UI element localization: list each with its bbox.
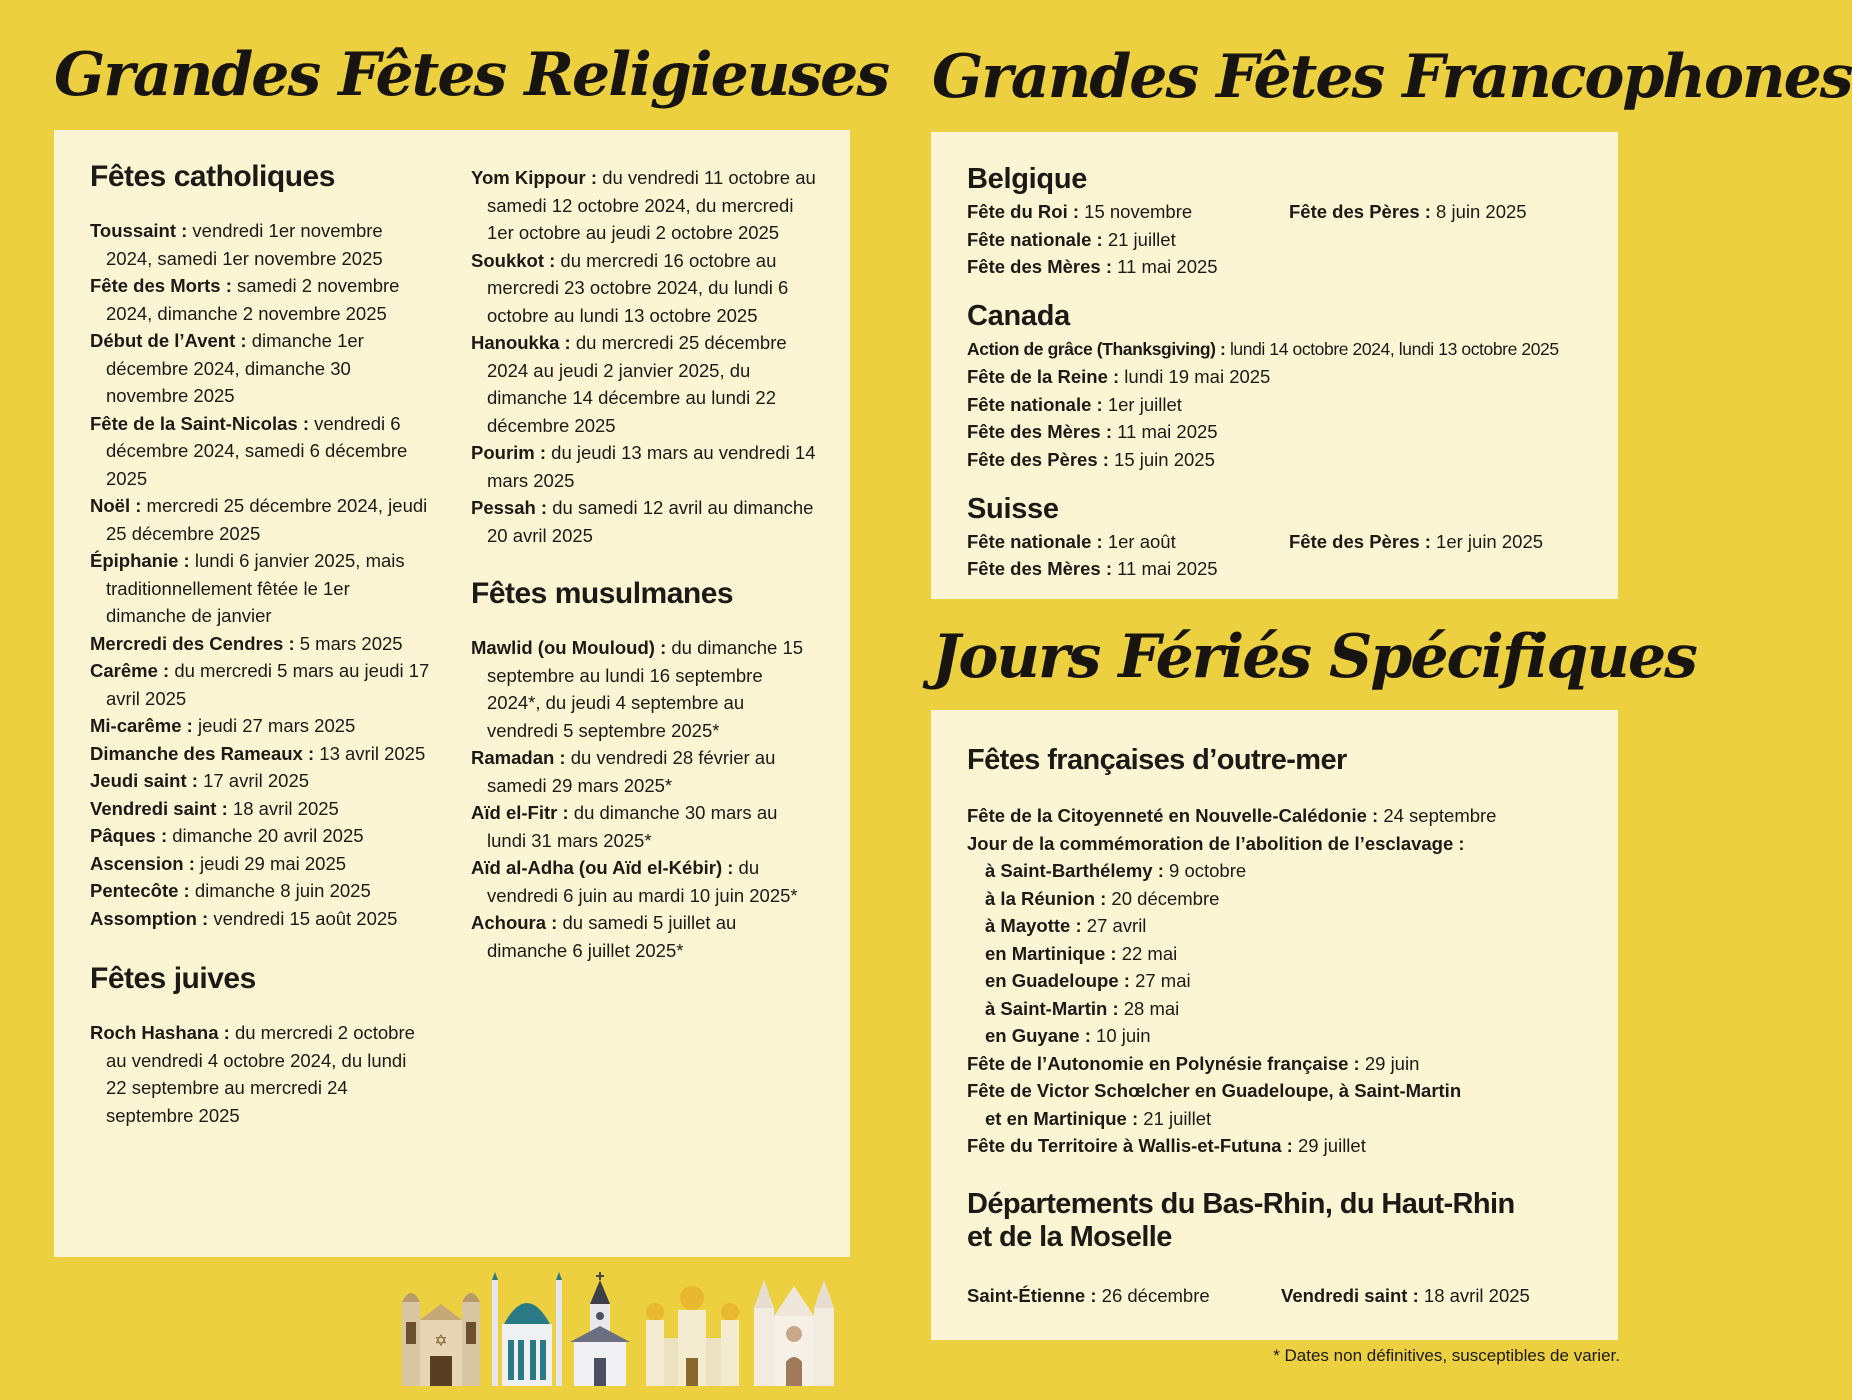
heading-line: et de la Moselle: [967, 1221, 1172, 1253]
holiday-label: Mercredi des Cendres :: [90, 632, 295, 654]
label: Fête des Pères :: [1289, 531, 1431, 552]
holiday-label: en Martinique :: [985, 942, 1117, 964]
heading-line: Départements du Bas-Rhin, du Haut-Rhin: [967, 1188, 1515, 1220]
holiday-dates: jeudi 27 mars 2025: [192, 715, 356, 736]
holiday-entry: [967, 967, 1496, 995]
holiday-dates: du dimanche 30 mars au lundi 31 mars 2025*: [487, 802, 778, 851]
label: Fête nationale :: [967, 531, 1103, 552]
canada-action-de-grace: [967, 336, 1559, 364]
holiday-dates: 17 avril 2025: [197, 770, 310, 791]
holiday-dates: du vendredi 6 juin au mardi 10 juin 2025*: [487, 857, 798, 906]
holiday-dates: dimanche 8 juin 2025: [189, 880, 371, 901]
heading-canada: Canada: [967, 300, 1070, 332]
left-column: [90, 160, 430, 1129]
holiday-label: Fête du Territoire à Wallis-et-Futuna :: [967, 1135, 1293, 1156]
label: Vendredi saint :: [1281, 1285, 1419, 1306]
holiday-dates: du mercredi 2 octobre au vendredi 4 octobre 2024, du lundi 22 septembre au mercredi 24 septembre 2025: [106, 1022, 415, 1126]
holiday-dates: du samedi 12 avril au dimanche 20 avril 2025: [487, 497, 814, 546]
holiday-entry: [90, 877, 430, 905]
holiday-label: Épiphanie :: [90, 550, 190, 571]
holiday-entry: [90, 272, 430, 327]
holiday-entry: [90, 327, 430, 410]
holiday-label: Noël :: [90, 495, 142, 516]
holiday-entry: [967, 912, 1496, 940]
holiday-label: Vendredi saint :: [90, 797, 228, 819]
holiday-entry: [471, 247, 816, 330]
holiday-label: Début de l’Avent :: [90, 330, 247, 351]
holiday-entry: [471, 494, 816, 549]
canada-fete-des-meres: [967, 418, 1218, 446]
holiday-label: Yom Kippour :: [471, 167, 598, 188]
heading-fetes-outre-mer: Fêtes françaises d’outre-mer: [967, 744, 1347, 776]
title-jours-feries-specifiques: Jours Fériés Spécifiques: [932, 622, 1696, 692]
belgique-fete-des-meres: [967, 253, 1218, 281]
heading-fetes-catholiques: Fêtes catholiques: [90, 160, 335, 193]
holiday-dates: 20 décembre: [1106, 887, 1220, 909]
value: 11 mai 2025: [1111, 421, 1218, 442]
holiday-dates: 10 juin: [1090, 1025, 1151, 1046]
religious-buildings-illustration: [400, 1272, 850, 1390]
holiday-label: Aïd al-Adha (ou Aïd el-Kébir) :: [471, 857, 734, 878]
outremer-list: [967, 802, 1496, 1160]
holiday-label: Ramadan :: [471, 747, 566, 768]
saint-etienne: [967, 1282, 1210, 1310]
jewish-list-part2: [471, 164, 816, 549]
value: 1er juin 2025: [1430, 531, 1544, 552]
value: lundi 19 mai 2025: [1119, 366, 1271, 387]
vendredi-saint-alsace: [1281, 1282, 1530, 1310]
belgique-fete-des-peres: [1289, 198, 1527, 226]
holiday-entry: [471, 164, 816, 247]
label: Saint-Étienne :: [967, 1285, 1097, 1306]
title-grandes-fetes-religieuses: Grandes Fêtes Religieuses: [54, 40, 889, 110]
holiday-dates: 27 mai: [1129, 970, 1191, 991]
holiday-label: à Mayotte :: [985, 915, 1082, 936]
canada-fete-de-la-reine: [967, 363, 1270, 391]
label: Fête de la Reine :: [967, 366, 1120, 387]
holiday-label: Fête de Victor Schœlcher en Guadeloupe, à Saint-Martin: [967, 1080, 1462, 1101]
jewish-list-part1: [90, 1019, 430, 1129]
holiday-dates: dimanche 20 avril 2025: [167, 825, 364, 846]
suisse-fete-des-peres: [1289, 528, 1543, 556]
holiday-entry: [967, 995, 1496, 1023]
synagogue-icon: [402, 1293, 480, 1386]
holiday-label: Roch Hashana :: [90, 1022, 230, 1043]
holiday-entry: [967, 857, 1496, 885]
mosque-icon: [492, 1272, 562, 1386]
holiday-entry: [90, 492, 430, 547]
holiday-entry: [90, 850, 430, 878]
holiday-entry: [90, 795, 430, 823]
holiday-label: Fête de la Saint-Nicolas :: [90, 412, 309, 434]
holiday-entry: [967, 802, 1496, 830]
holiday-dates: mercredi 25 décembre 2024, jeudi 25 décembre 2025: [106, 495, 428, 544]
suisse-fete-des-meres: [967, 555, 1218, 583]
canada-fete-des-peres: [967, 446, 1215, 474]
holiday-dates: du mercredi 16 octobre au mercredi 23 octobre 2024, du lundi 6 octobre au lundi 13 octobre 2025: [487, 249, 789, 326]
holiday-label: Pâques :: [90, 825, 168, 846]
holiday-label: Jour de la commémoration de l’abolition de l’esclavage :: [967, 832, 1465, 854]
holiday-label: Fête de l’Autonomie en Polynésie française :: [967, 1052, 1360, 1074]
holiday-label: Pentecôte :: [90, 880, 190, 901]
holiday-entry: [471, 744, 816, 799]
holiday-entry: [90, 712, 430, 740]
label: Fête du Roi :: [967, 201, 1080, 222]
heading-belgique: Belgique: [967, 163, 1088, 195]
holiday-label: Aïd el-Fitr :: [471, 802, 569, 823]
francophone-panel: [931, 132, 1618, 599]
label: Fête nationale :: [967, 394, 1103, 415]
holiday-entry: [90, 410, 430, 493]
holiday-label: Ascension :: [90, 852, 195, 874]
holiday-label: et en Martinique :: [985, 1107, 1139, 1129]
value: 8 juin 2025: [1430, 201, 1527, 222]
jours-feries-panel: [931, 710, 1618, 1340]
footnote: * Dates non définitives, susceptibles de varier.: [1273, 1346, 1620, 1365]
holiday-entry: [90, 767, 430, 795]
religious-panel: [54, 130, 850, 1257]
holiday-label: Hanoukka :: [471, 332, 571, 353]
holiday-label: Pourim :: [471, 442, 547, 463]
holiday-entry: [90, 1019, 430, 1129]
orthodox-church-icon: [646, 1286, 739, 1386]
holiday-label: Mawlid (ou Mouloud) :: [471, 637, 667, 658]
holiday-dates: 18 avril 2025: [227, 797, 339, 819]
holiday-dates: jeudi 29 mai 2025: [194, 852, 347, 874]
holiday-entry: [967, 1077, 1496, 1105]
holiday-label: Pessah :: [471, 497, 548, 518]
holiday-entry: [90, 217, 430, 272]
holiday-entry: [471, 329, 816, 439]
holiday-label: Soukkot :: [471, 249, 556, 271]
label: Action de grâce (Thanksgiving) :: [967, 339, 1226, 359]
holiday-entry: [471, 909, 816, 964]
holiday-entry: [90, 657, 430, 712]
holiday-label: Mi-carême :: [90, 715, 193, 736]
canada-fete-nationale: [967, 391, 1182, 419]
heading-fetes-musulmanes: Fêtes musulmanes: [471, 577, 734, 610]
holiday-dates: vendredi 1er novembre 2024, samedi 1er novembre 2025: [106, 220, 383, 269]
holiday-dates: 27 avril: [1081, 915, 1147, 936]
value: 18 avril 2025: [1418, 1285, 1530, 1306]
holiday-label: Assomption :: [90, 907, 209, 929]
holiday-dates: vendredi 15 août 2025: [208, 907, 398, 929]
right-column: [471, 164, 816, 964]
cathedral-icon: [754, 1280, 834, 1386]
holiday-dates: du mercredi 25 décembre 2024 au jeudi 2 janvier 2025, du dimanche 14 décembre au lundi 22 décembre 2025: [487, 332, 787, 436]
church-icon: [570, 1272, 630, 1386]
holiday-dates: 29 juin: [1359, 1052, 1420, 1074]
label: Fête nationale :: [967, 228, 1103, 250]
holiday-entry: [967, 1050, 1496, 1078]
holiday-label: à Saint-Martin :: [985, 997, 1119, 1019]
suisse-fete-nationale: [967, 528, 1176, 556]
holiday-entry: [90, 630, 430, 658]
holiday-label: à Saint-Barthélemy :: [985, 860, 1164, 881]
heading-suisse: Suisse: [967, 493, 1059, 525]
heading-fetes-juives: Fêtes juives: [90, 962, 256, 995]
label: Fête des Pères :: [1289, 201, 1431, 222]
holiday-dates: du vendredi 28 février au samedi 29 mars 2025*: [487, 747, 776, 796]
holiday-dates: du samedi 5 juillet au dimanche 6 juillet 2025*: [487, 912, 737, 961]
value: 1er août: [1102, 531, 1176, 552]
value: 15 novembre: [1079, 201, 1193, 222]
holiday-dates: vendredi 6 décembre 2024, samedi 6 décembre 2025: [106, 412, 408, 489]
belgique-fete-du-roi: [967, 198, 1192, 226]
holiday-dates: dimanche 1er décembre 2024, dimanche 30 novembre 2025: [106, 330, 364, 406]
holiday-dates: du mercredi 5 mars au jeudi 17 avril 2025: [106, 660, 430, 709]
holiday-entry: [90, 905, 430, 933]
belgique-fete-nationale: [967, 226, 1176, 254]
label: Fête des Pères :: [967, 449, 1109, 470]
holiday-label: Toussaint :: [90, 220, 188, 241]
value: 1er juillet: [1102, 394, 1182, 415]
holiday-entry: [967, 1105, 1496, 1133]
holiday-entry: [471, 799, 816, 854]
holiday-dates: 9 octobre: [1163, 860, 1247, 881]
label: Fête des Mères :: [967, 421, 1112, 442]
holiday-dates: 29 juillet: [1292, 1135, 1366, 1156]
holiday-dates: lundi 6 janvier 2025, mais traditionnellement fêtée le 1er dimanche de janvier: [106, 550, 405, 626]
holiday-entry: [967, 1132, 1496, 1160]
holiday-label: à la Réunion :: [985, 887, 1107, 909]
value: lundi 14 octobre 2024, lundi 13 octobre 2025: [1225, 339, 1559, 359]
holiday-label: en Guyane :: [985, 1025, 1091, 1046]
holiday-label: Jeudi saint :: [90, 770, 198, 791]
holiday-entry: [90, 547, 430, 630]
holiday-entry: [471, 854, 816, 909]
holiday-dates: 28 mai: [1118, 997, 1180, 1019]
holiday-dates: du vendredi 11 octobre au samedi 12 octobre 2024, du mercredi 1er octobre au jeudi 2 octobre 2025: [487, 167, 816, 243]
muslim-list: [471, 634, 816, 964]
svg-text:✡: ✡: [434, 1333, 448, 1350]
value: 11 mai 2025: [1111, 558, 1218, 579]
holiday-entry: [967, 940, 1496, 968]
holiday-dates: 21 juillet: [1138, 1107, 1212, 1129]
holiday-label: Achoura :: [471, 912, 558, 933]
holiday-entry: [967, 885, 1496, 913]
value: 21 juillet: [1102, 228, 1176, 250]
holiday-entry: [471, 634, 816, 744]
value: 26 décembre: [1096, 1285, 1210, 1306]
holiday-dates: du jeudi 13 mars au vendredi 14 mars 2025: [487, 442, 816, 491]
label: Fête des Mères :: [967, 558, 1112, 579]
holiday-dates: du dimanche 15 septembre au lundi 16 septembre 2024*, du jeudi 4 septembre au vendredi 5 septembre 2025*: [487, 637, 804, 741]
holiday-dates: 13 avril 2025: [314, 742, 426, 764]
holiday-entry: [967, 830, 1496, 858]
value: 11 mai 2025: [1111, 256, 1218, 277]
holiday-label: Fête des Morts :: [90, 275, 232, 296]
holiday-entry: [471, 439, 816, 494]
holiday-entry: [967, 1022, 1496, 1050]
label: Fête des Mères :: [967, 256, 1112, 277]
holiday-dates: 24 septembre: [1378, 805, 1497, 826]
holiday-dates: 22 mai: [1116, 942, 1178, 964]
holiday-entry: [90, 822, 430, 850]
catholic-list: [90, 217, 430, 932]
holiday-label: Dimanche des Rameaux :: [90, 742, 315, 764]
holiday-dates: 5 mars 2025: [294, 632, 403, 654]
holiday-label: en Guadeloupe :: [985, 970, 1130, 991]
value: 15 juin 2025: [1108, 449, 1215, 470]
holiday-label: Carême :: [90, 660, 170, 681]
title-grandes-fetes-francophones: Grandes Fêtes Francophones: [932, 42, 1852, 112]
holiday-label: Fête de la Citoyenneté en Nouvelle-Calédonie :: [967, 805, 1379, 826]
heading-departements: [967, 1188, 1515, 1254]
holiday-dates: samedi 2 novembre 2024, dimanche 2 novembre 2025: [106, 275, 400, 324]
holiday-entry: [90, 740, 430, 768]
